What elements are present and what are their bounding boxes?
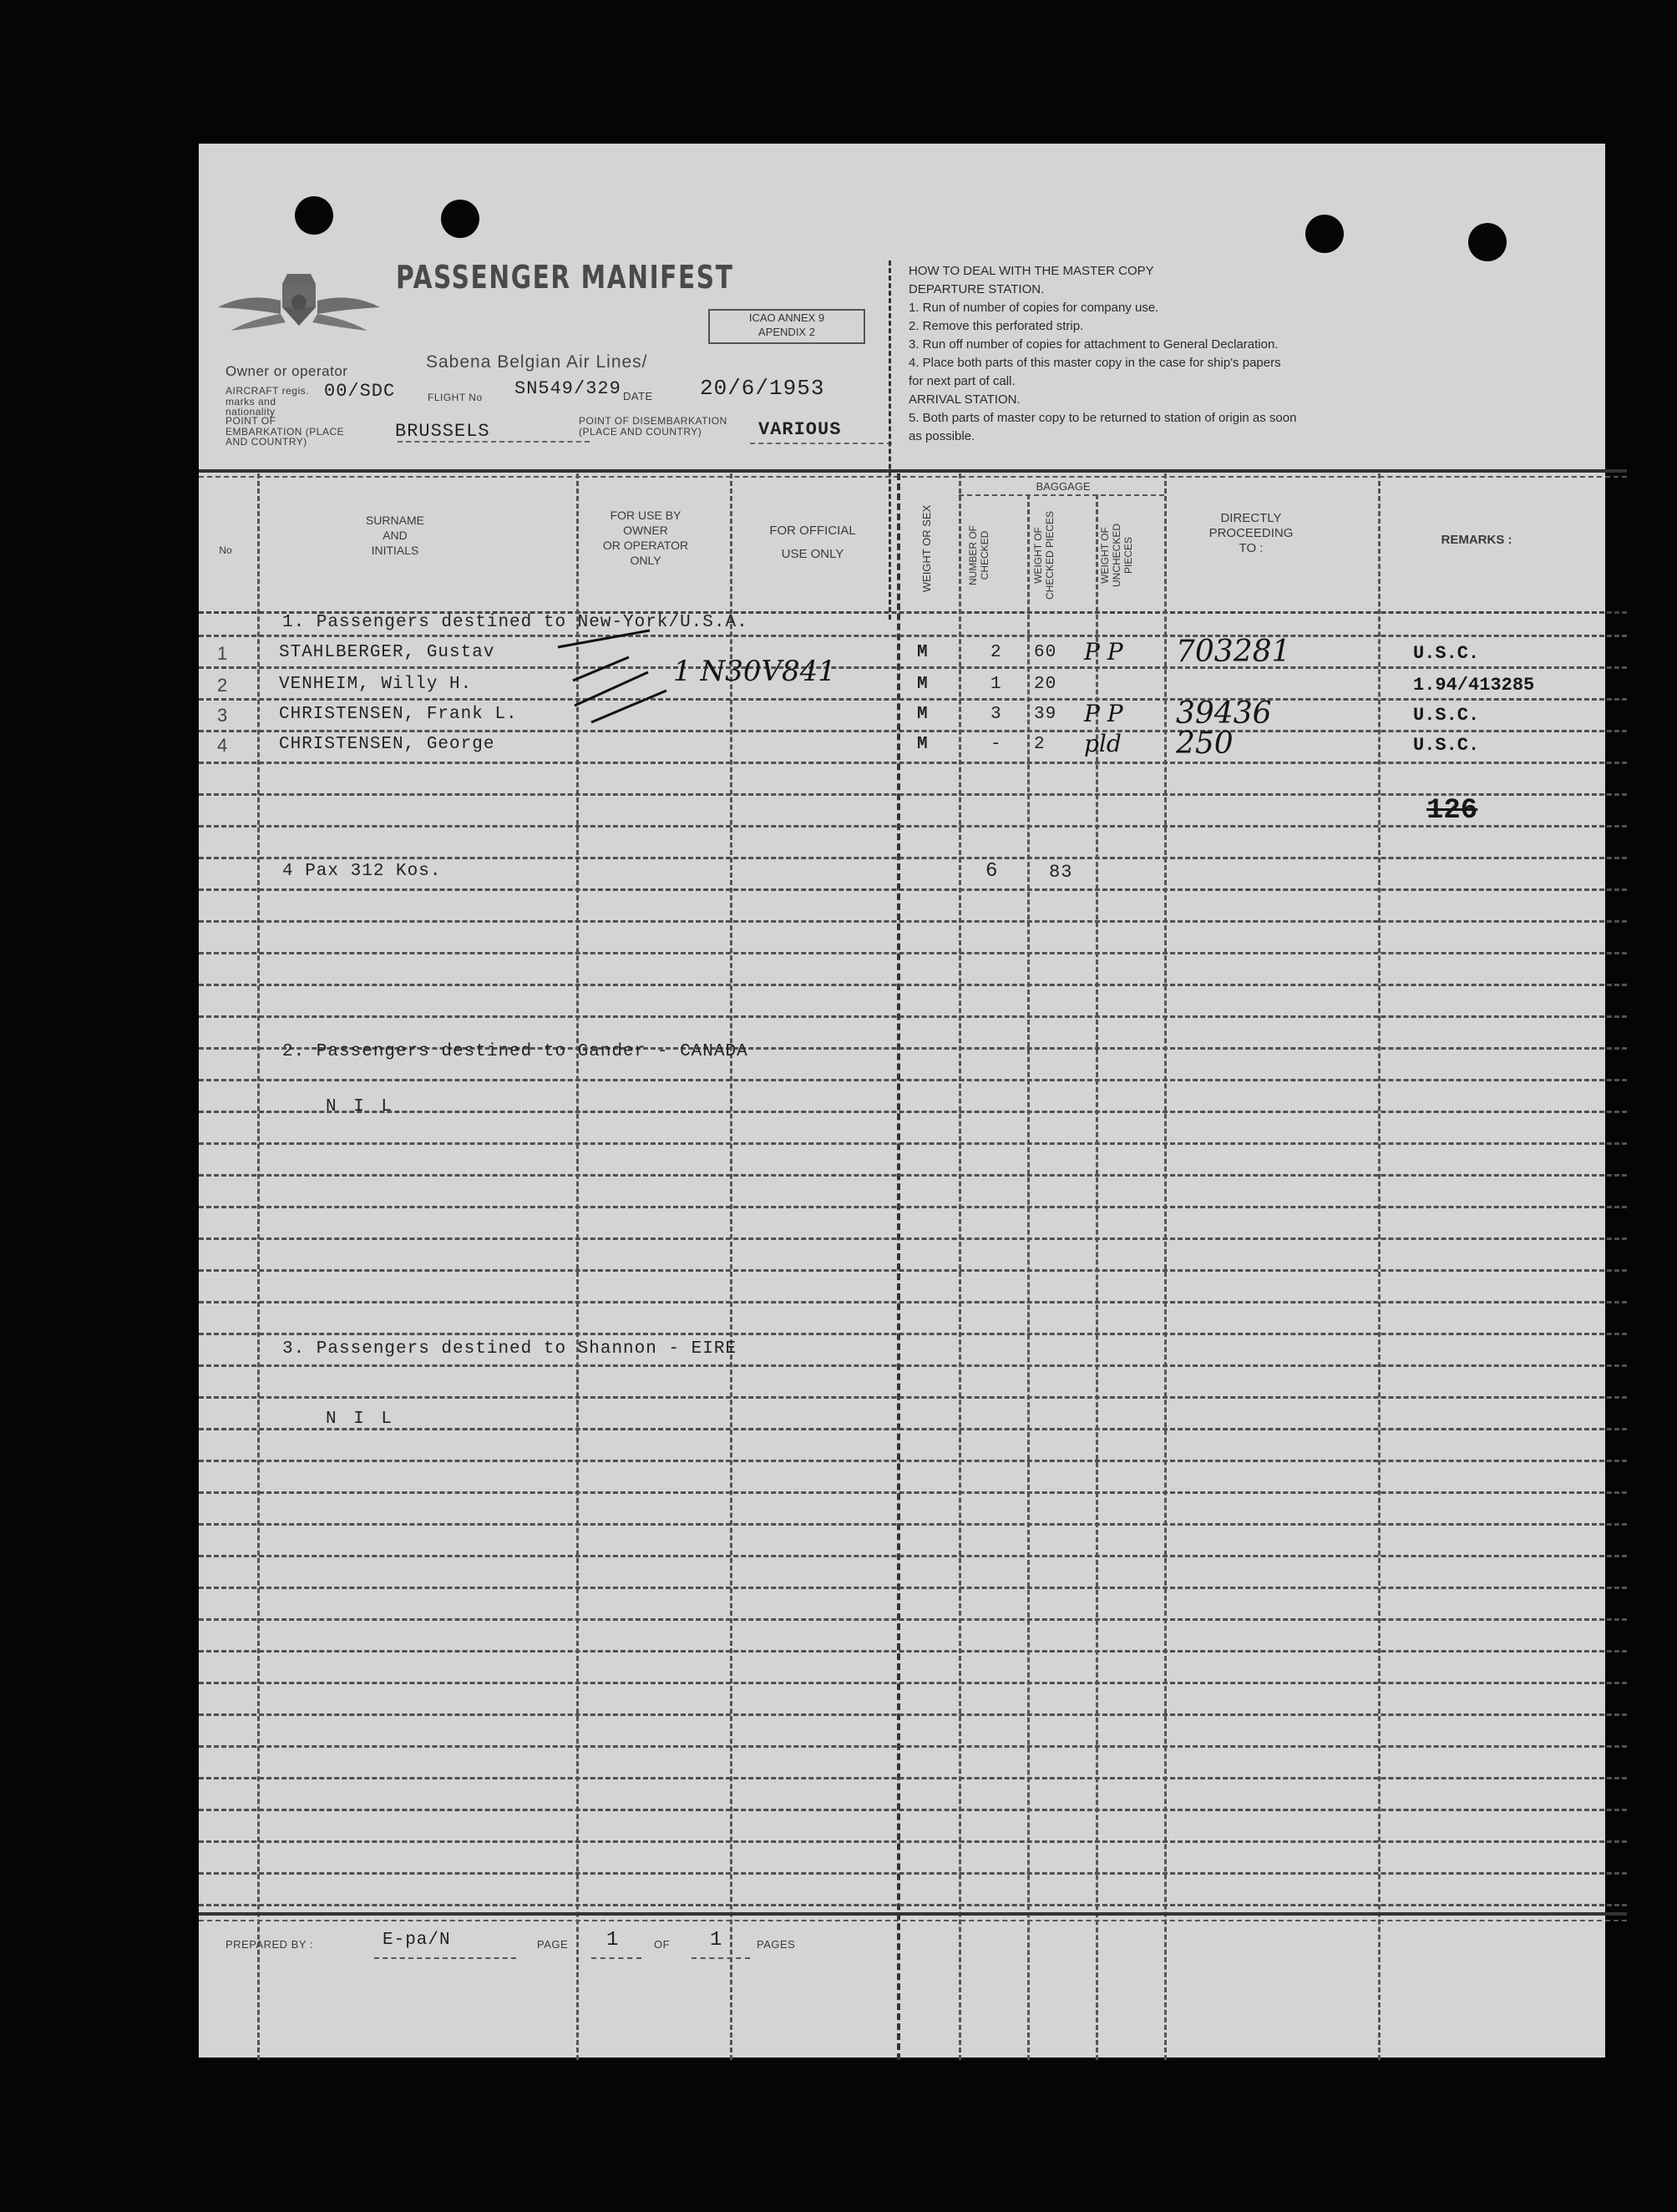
passenger-name: CHRISTENSEN, George <box>279 735 495 754</box>
ruled-line <box>199 1809 1627 1811</box>
instruction-line: 1. Run of number of copies for company use. <box>909 301 1159 315</box>
owner-label: Owner or operator <box>225 363 348 379</box>
date-label: DATE <box>623 390 653 402</box>
ruled-line <box>199 1555 1627 1557</box>
checked-weight: 60 <box>1034 643 1057 662</box>
punch-hole <box>1305 215 1344 253</box>
col-header-remarks: REMARKS : <box>1441 533 1512 547</box>
ruled-line <box>199 1872 1627 1875</box>
instruction-line: 4. Place both parts of this master copy in the case for ship's papers <box>909 356 1281 370</box>
checked-pieces: 1 <box>990 675 1002 694</box>
ruled-line <box>199 635 1627 637</box>
passenger-number: 4 <box>217 735 228 756</box>
ruled-line <box>199 920 1627 923</box>
form-title: PASSENGER MANIFEST <box>396 259 734 296</box>
ruled-line <box>199 1396 1627 1399</box>
baggage-header-divider <box>959 494 1164 496</box>
tally-number: 126 <box>1426 795 1478 827</box>
ruled-line <box>199 857 1627 859</box>
page-label: PAGE <box>537 1938 569 1951</box>
ruled-line <box>199 1206 1627 1208</box>
flight-label: FLIGHT No <box>428 392 483 403</box>
ruled-line <box>199 1587 1627 1589</box>
summary-label: 4 Pax 312 Kos. <box>282 862 442 881</box>
passenger-name: CHRISTENSEN, Frank L. <box>279 705 518 724</box>
col-header-checked-number: NUMBER OF CHECKED <box>967 525 990 585</box>
col-header-line: FOR USE BY <box>610 509 681 522</box>
ruled-line <box>199 1238 1627 1240</box>
checked-pieces: 3 <box>990 705 1002 724</box>
column-divider <box>1164 473 1167 2060</box>
remarks-value: 1.94/413285 <box>1413 675 1535 696</box>
passenger-name: STAHLBERGER, Gustav <box>279 643 495 662</box>
disembarkation-value: VARIOUS <box>758 419 842 440</box>
table-top-border <box>199 476 1627 478</box>
column-divider <box>1378 473 1381 2060</box>
prepared-by-value: E-pa/N <box>383 1931 451 1950</box>
col-header-line: PROCEEDING <box>1208 526 1294 540</box>
ruled-line <box>199 1840 1627 1843</box>
col-header-line: USE ONLY <box>781 547 844 561</box>
ruled-line <box>199 1523 1627 1526</box>
owner-value: Sabena Belgian Air Lines/ <box>426 352 648 372</box>
proceeding-to: 39436 <box>1176 696 1272 731</box>
col-header-no: No <box>219 544 232 556</box>
punch-hole <box>295 196 333 235</box>
icao-appendix-line: APENDIX 2 <box>758 326 815 338</box>
ruled-line <box>199 1460 1627 1462</box>
ruled-line <box>199 1174 1627 1177</box>
prepared-by-label: PREPARED BY : <box>225 1938 313 1951</box>
ruled-line <box>199 762 1627 764</box>
icao-annex-box <box>708 309 865 344</box>
column-divider <box>959 473 961 2060</box>
of-value: 1 <box>710 1929 723 1951</box>
checked-weight-note: P P <box>1084 638 1123 666</box>
ruled-line <box>199 666 1627 669</box>
col-header-line: FOR OFFICIAL <box>769 524 856 538</box>
proceeding-to: 250 <box>1176 726 1234 761</box>
col-header-surname <box>274 513 516 558</box>
instruction-line: 2. Remove this perforated strip. <box>909 319 1084 333</box>
page-value: 1 <box>606 1929 620 1951</box>
passenger-number: 2 <box>217 675 228 696</box>
ruled-line <box>199 730 1627 732</box>
proceeding-to: 703281 <box>1176 635 1291 669</box>
ruled-line <box>199 1015 1627 1018</box>
footer-top-border <box>199 1920 1627 1921</box>
flight-value: SN549/329 <box>514 378 621 399</box>
section-1-heading: 1. Passengers destined to New-York/U.S.A. <box>282 613 748 632</box>
ruled-line <box>199 793 1627 796</box>
prepared-by-underline <box>374 1957 516 1959</box>
ruled-line <box>199 1111 1627 1113</box>
ruled-line <box>199 1301 1627 1303</box>
ruled-line <box>199 1364 1627 1367</box>
passenger-name: VENHEIM, Willy H. <box>279 675 473 694</box>
col-header-line: OR OPERATOR <box>602 539 689 552</box>
checked-pieces: 2 <box>990 643 1002 662</box>
aircraft-label: AIRCRAFT regis. marks and nationality <box>225 385 309 418</box>
ruled-line <box>199 984 1627 986</box>
instruction-line: 5. Both parts of master copy to be returned to station of origin as soon <box>909 411 1297 425</box>
checked-weight-note: pld <box>1084 730 1122 757</box>
ruled-line <box>199 1142 1627 1145</box>
passenger-sex: M <box>917 705 929 724</box>
disembarkation-underline <box>750 443 892 444</box>
icao-annex-line: ICAO ANNEX 9 <box>748 311 825 324</box>
ruled-line <box>199 1713 1627 1716</box>
col-header-proceeding <box>1168 511 1335 556</box>
col-header-line: DIRECTLY <box>1220 511 1282 525</box>
checked-weight: 20 <box>1034 675 1057 694</box>
aircraft-value: 00/SDC <box>324 381 396 402</box>
col-header-line: OWNER <box>623 524 668 537</box>
passenger-number: 3 <box>217 705 228 726</box>
manifest-sheet <box>199 144 1605 2058</box>
remarks-value: U.S.C. <box>1413 643 1480 664</box>
instruction-line: as possible. <box>909 429 975 443</box>
remarks-value: U.S.C. <box>1413 735 1480 756</box>
checked-weight-note: P P <box>1084 700 1123 727</box>
section-2-nil: N I L <box>326 1097 396 1116</box>
instruction-line: HOW TO DEAL WITH THE MASTER COPY <box>909 264 1154 278</box>
col-header-weight-sex: WEIGHT OR SEX <box>920 504 933 593</box>
col-header-line: AND <box>383 529 408 542</box>
ruled-line <box>199 1269 1627 1272</box>
embarkation-underline <box>398 441 590 443</box>
passenger-number: 1 <box>217 643 228 664</box>
passenger-sex: M <box>917 643 929 662</box>
col-header-line: INITIALS <box>371 544 419 557</box>
column-divider <box>257 473 260 2060</box>
col-header-baggage: BAGGAGE <box>1036 480 1091 493</box>
ruled-line <box>199 1428 1627 1430</box>
ruled-line <box>199 1745 1627 1748</box>
embarkation-value: BRUSSELS <box>395 421 490 442</box>
ruled-line <box>199 698 1627 701</box>
ruled-line <box>199 1904 1627 1906</box>
punch-hole <box>1468 223 1507 261</box>
page-underline <box>591 1957 641 1959</box>
ruled-line <box>199 1777 1627 1779</box>
section-2-heading: 2. Passengers destined to Gander - CANADA <box>282 1042 748 1061</box>
ruled-line <box>199 1650 1627 1653</box>
table-top-border <box>199 469 1627 473</box>
section-3-nil: N I L <box>326 1410 396 1429</box>
summary-pieces: 6 <box>985 860 999 883</box>
section-3-heading: 3. Passengers destined to Shannon - EIRE <box>282 1339 737 1359</box>
of-label: OF <box>654 1938 671 1951</box>
ruled-line <box>199 825 1627 828</box>
col-header-line: ONLY <box>630 554 661 567</box>
instruction-line: 3. Run off number of copies for attachment to General Declaration. <box>909 337 1279 352</box>
sabena-logo-icon <box>214 267 385 359</box>
col-header-line: SURNAME <box>365 514 424 527</box>
instruction-line: for next part of call. <box>909 374 1016 388</box>
instruction-line: ARRIVAL STATION. <box>909 392 1021 407</box>
instruction-line: DEPARTURE STATION. <box>909 282 1045 296</box>
col-header-unchecked-weight: WEIGHT OF UNCHECKED PIECES <box>1099 524 1134 588</box>
punch-hole <box>441 200 479 238</box>
checked-weight: 2 <box>1034 735 1046 754</box>
remarks-value: U.S.C. <box>1413 705 1480 726</box>
ruled-line <box>199 952 1627 954</box>
date-value: 20/6/1953 <box>700 376 825 401</box>
ruled-line <box>199 1682 1627 1684</box>
embarkation-label: POINT OF EMBARKATION (PLACE AND COUNTRY) <box>225 415 345 448</box>
passenger-sex: M <box>917 735 929 754</box>
checked-weight: 39 <box>1034 705 1057 724</box>
col-header-line: TO : <box>1239 541 1264 555</box>
owner-handwritten-note: 1 N30V841 <box>673 655 836 688</box>
ruled-line <box>199 1491 1627 1494</box>
column-divider <box>897 473 900 2060</box>
col-header-owner-use <box>575 508 717 568</box>
ruled-line <box>199 1618 1627 1621</box>
master-copy-instructions <box>909 262 1510 446</box>
ruled-line <box>199 1079 1627 1081</box>
pages-label: PAGES <box>757 1938 796 1951</box>
passenger-sex: M <box>917 675 929 694</box>
ruled-line <box>199 1333 1627 1335</box>
of-underline <box>692 1957 750 1959</box>
col-header-official <box>733 519 892 566</box>
checked-pieces: - <box>990 735 1002 754</box>
footer-top-border <box>199 1912 1627 1916</box>
ruled-line <box>199 888 1627 891</box>
disembarkation-label: POINT OF DISEMBARKATION (PLACE AND COUNTRY) <box>579 415 727 438</box>
summary-weight: 83 <box>1049 862 1073 883</box>
col-header-checked-weight: WEIGHT OF CHECKED PIECES <box>1032 510 1056 600</box>
